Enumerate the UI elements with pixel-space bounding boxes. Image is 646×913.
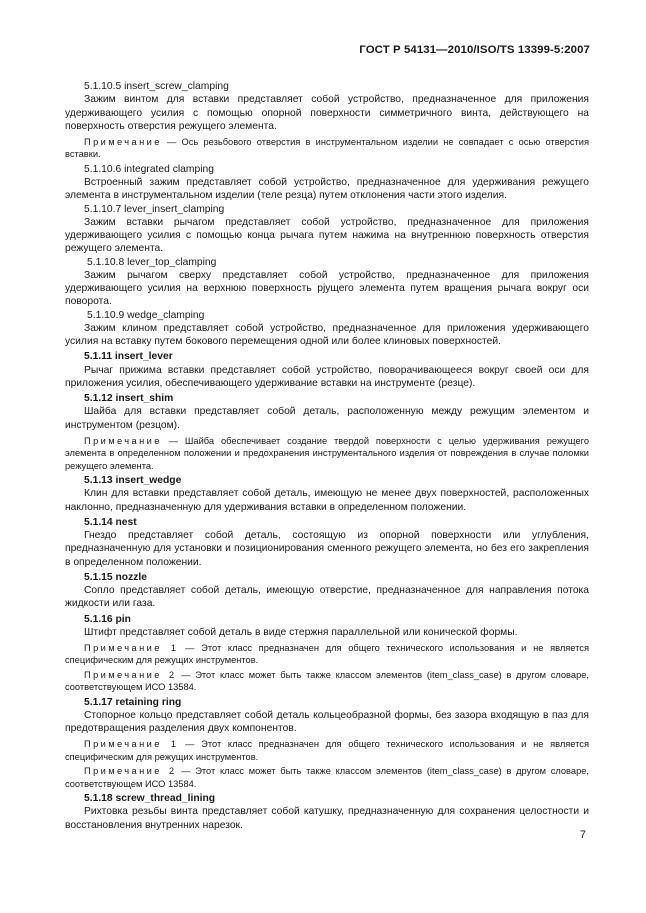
body-paragraph: Встроенный зажим представляет собой устройство, предназначенное для удерживания режущего элемента в инструментальном изделии (теле резца) путем отклонения части этого изделия. — [65, 177, 589, 202]
note-label: Примечание 1 — [84, 739, 179, 750]
body-paragraph: Рихтовка резьбы винта представляет собой катушку, предназначенную для сохранения целостности и восстановления внутренних нарезок. — [65, 806, 589, 831]
note-paragraph — [65, 435, 589, 472]
section-heading: 5.1.17 retaining ring — [84, 696, 182, 708]
body-paragraph: Зажим винтом для вставки представляет собой устройство, предназначенное для приложения удерживающего усилия с помощью опорной поверхности симметричного винта, действующего на поверхность отверстия режущего элемента. — [65, 94, 589, 132]
subsection-heading: 5.1.10.6 integrated clamping — [84, 163, 214, 175]
subsection-heading: 5.1.10.7 lever_insert_clamping — [84, 203, 225, 215]
note-paragraph — [65, 642, 589, 667]
note-label: Примечание 2 — [84, 766, 177, 777]
note-label: Примечание 2 — [84, 669, 177, 680]
note-paragraph — [65, 765, 589, 790]
note-paragraph — [65, 669, 589, 694]
section-heading: 5.1.11 insert_lever — [84, 351, 173, 363]
section-heading: 5.1.12 insert_shim — [84, 393, 174, 405]
note-paragraph — [65, 136, 589, 161]
standard-designation: ГОСТ Р 54131—2010/ISO/TS 13399-5:2007 — [359, 44, 590, 56]
section-heading: 5.1.18 screw_thread_lining — [84, 793, 216, 805]
section-heading: 5.1.13 insert_wedge — [84, 475, 182, 487]
body-paragraph: Рычаг прижима вставки представляет собой устройство, поворачивающееся вокруг своей оси для приложения усилия, обеспечивающего удерживание вставки на инструменте (резце). — [65, 364, 589, 389]
section-heading: 5.1.15 nozzle — [84, 571, 147, 583]
section-heading: 5.1.14 nest — [84, 516, 137, 528]
section-heading: 5.1.16 pin — [84, 613, 131, 625]
note-text: — Шайба обеспечивает создание твердой поверхности с целью удерживания режущего элемента в определенном положении и предохранения инструментального изделия от повреждения в случае поломки режущего элемента. — [65, 435, 589, 471]
note-paragraph — [65, 738, 589, 763]
body-paragraph: Стопорное кольцо представляет собой деталь кольцеобразной формы, без зазора входящую в паз для предотвращения разделения двух компонентов. — [65, 709, 589, 735]
note-label: Примечание — [84, 137, 162, 147]
body-paragraph: Зажим рычагом сверху представляет собой устройство, предназначенное для приложения удерживающего усилия на верхнюю поверхность рjущего элемента путем вращения рычага вокруг оси поворота. — [65, 269, 589, 308]
body-paragraph: Шайба для вставки представляет собой деталь, расположенную между режущим элементом и инструментом (резцом). — [65, 406, 589, 431]
note-text: — Этот класс может быть также классом элементов (item_class_case) в другом словаре, соответствующем ИСО 13584. — [65, 766, 589, 789]
body-paragraph: Штифт представляет собой деталь в виде стержня параллельной или конической формы. — [84, 626, 518, 638]
note-label: Примечание 1 — [84, 643, 179, 654]
body-paragraph: Зажим клином представляет собой устройство, предназначенное для приложения удерживающего усилия на вставку путем бокового перемещения одной или более клиновых поверхностей. — [65, 322, 589, 348]
body-paragraph: Зажим вставки рычагом представляет собой устройство, предназначенное для приложения удерживающего усилия с помощью конца рычага путем нажима на внутреннюю поверхность отверстия режущего элемента. — [65, 216, 589, 255]
note-label: Примечание — [84, 435, 162, 446]
subsection-heading: 5.1.10.8 lever_top_clamping — [87, 256, 217, 268]
note-text: — Этот класс предназначен для общего технического использования и не является специфическим для режущих инструментов. — [65, 643, 589, 666]
document-body — [65, 80, 589, 832]
page-number: 7 — [579, 829, 586, 841]
note-text: — Этот класс предназначен для общего технического использования и не является специфическим для режущих инструментов. — [65, 739, 589, 762]
note-text: — Этот класс может быть также классом элементов (item_class_case) в другом словаре, соответствующем ИСО 13584. — [65, 669, 589, 693]
body-paragraph: Гнездо представляет собой деталь, состоящую из опорной поверхности или углубления, предназначенную для установки и позиционирования сменного режущего элемента, но без его закрепления в определенном положении. — [65, 530, 589, 568]
note-text: — Ось резьбового отверстия в инструментальном изделии не совпадает с осью отверстия вставки. — [65, 137, 589, 160]
subsection-heading: 5.1.10.9 wedge_clamping — [87, 309, 205, 321]
body-paragraph: Сопло представляет собой деталь, имеющую отверстие, предназначенное для направления потока жидкости или газа. — [65, 585, 589, 610]
body-paragraph: Клин для вставки представляет собой деталь, имеющую не менее двух поверхностей, расположенных наклонно, предназначенную для удерживания вставки в определенном положении. — [65, 488, 589, 513]
subsection-heading: 5.1.10.5 insert_screw_clamping — [84, 81, 229, 92]
